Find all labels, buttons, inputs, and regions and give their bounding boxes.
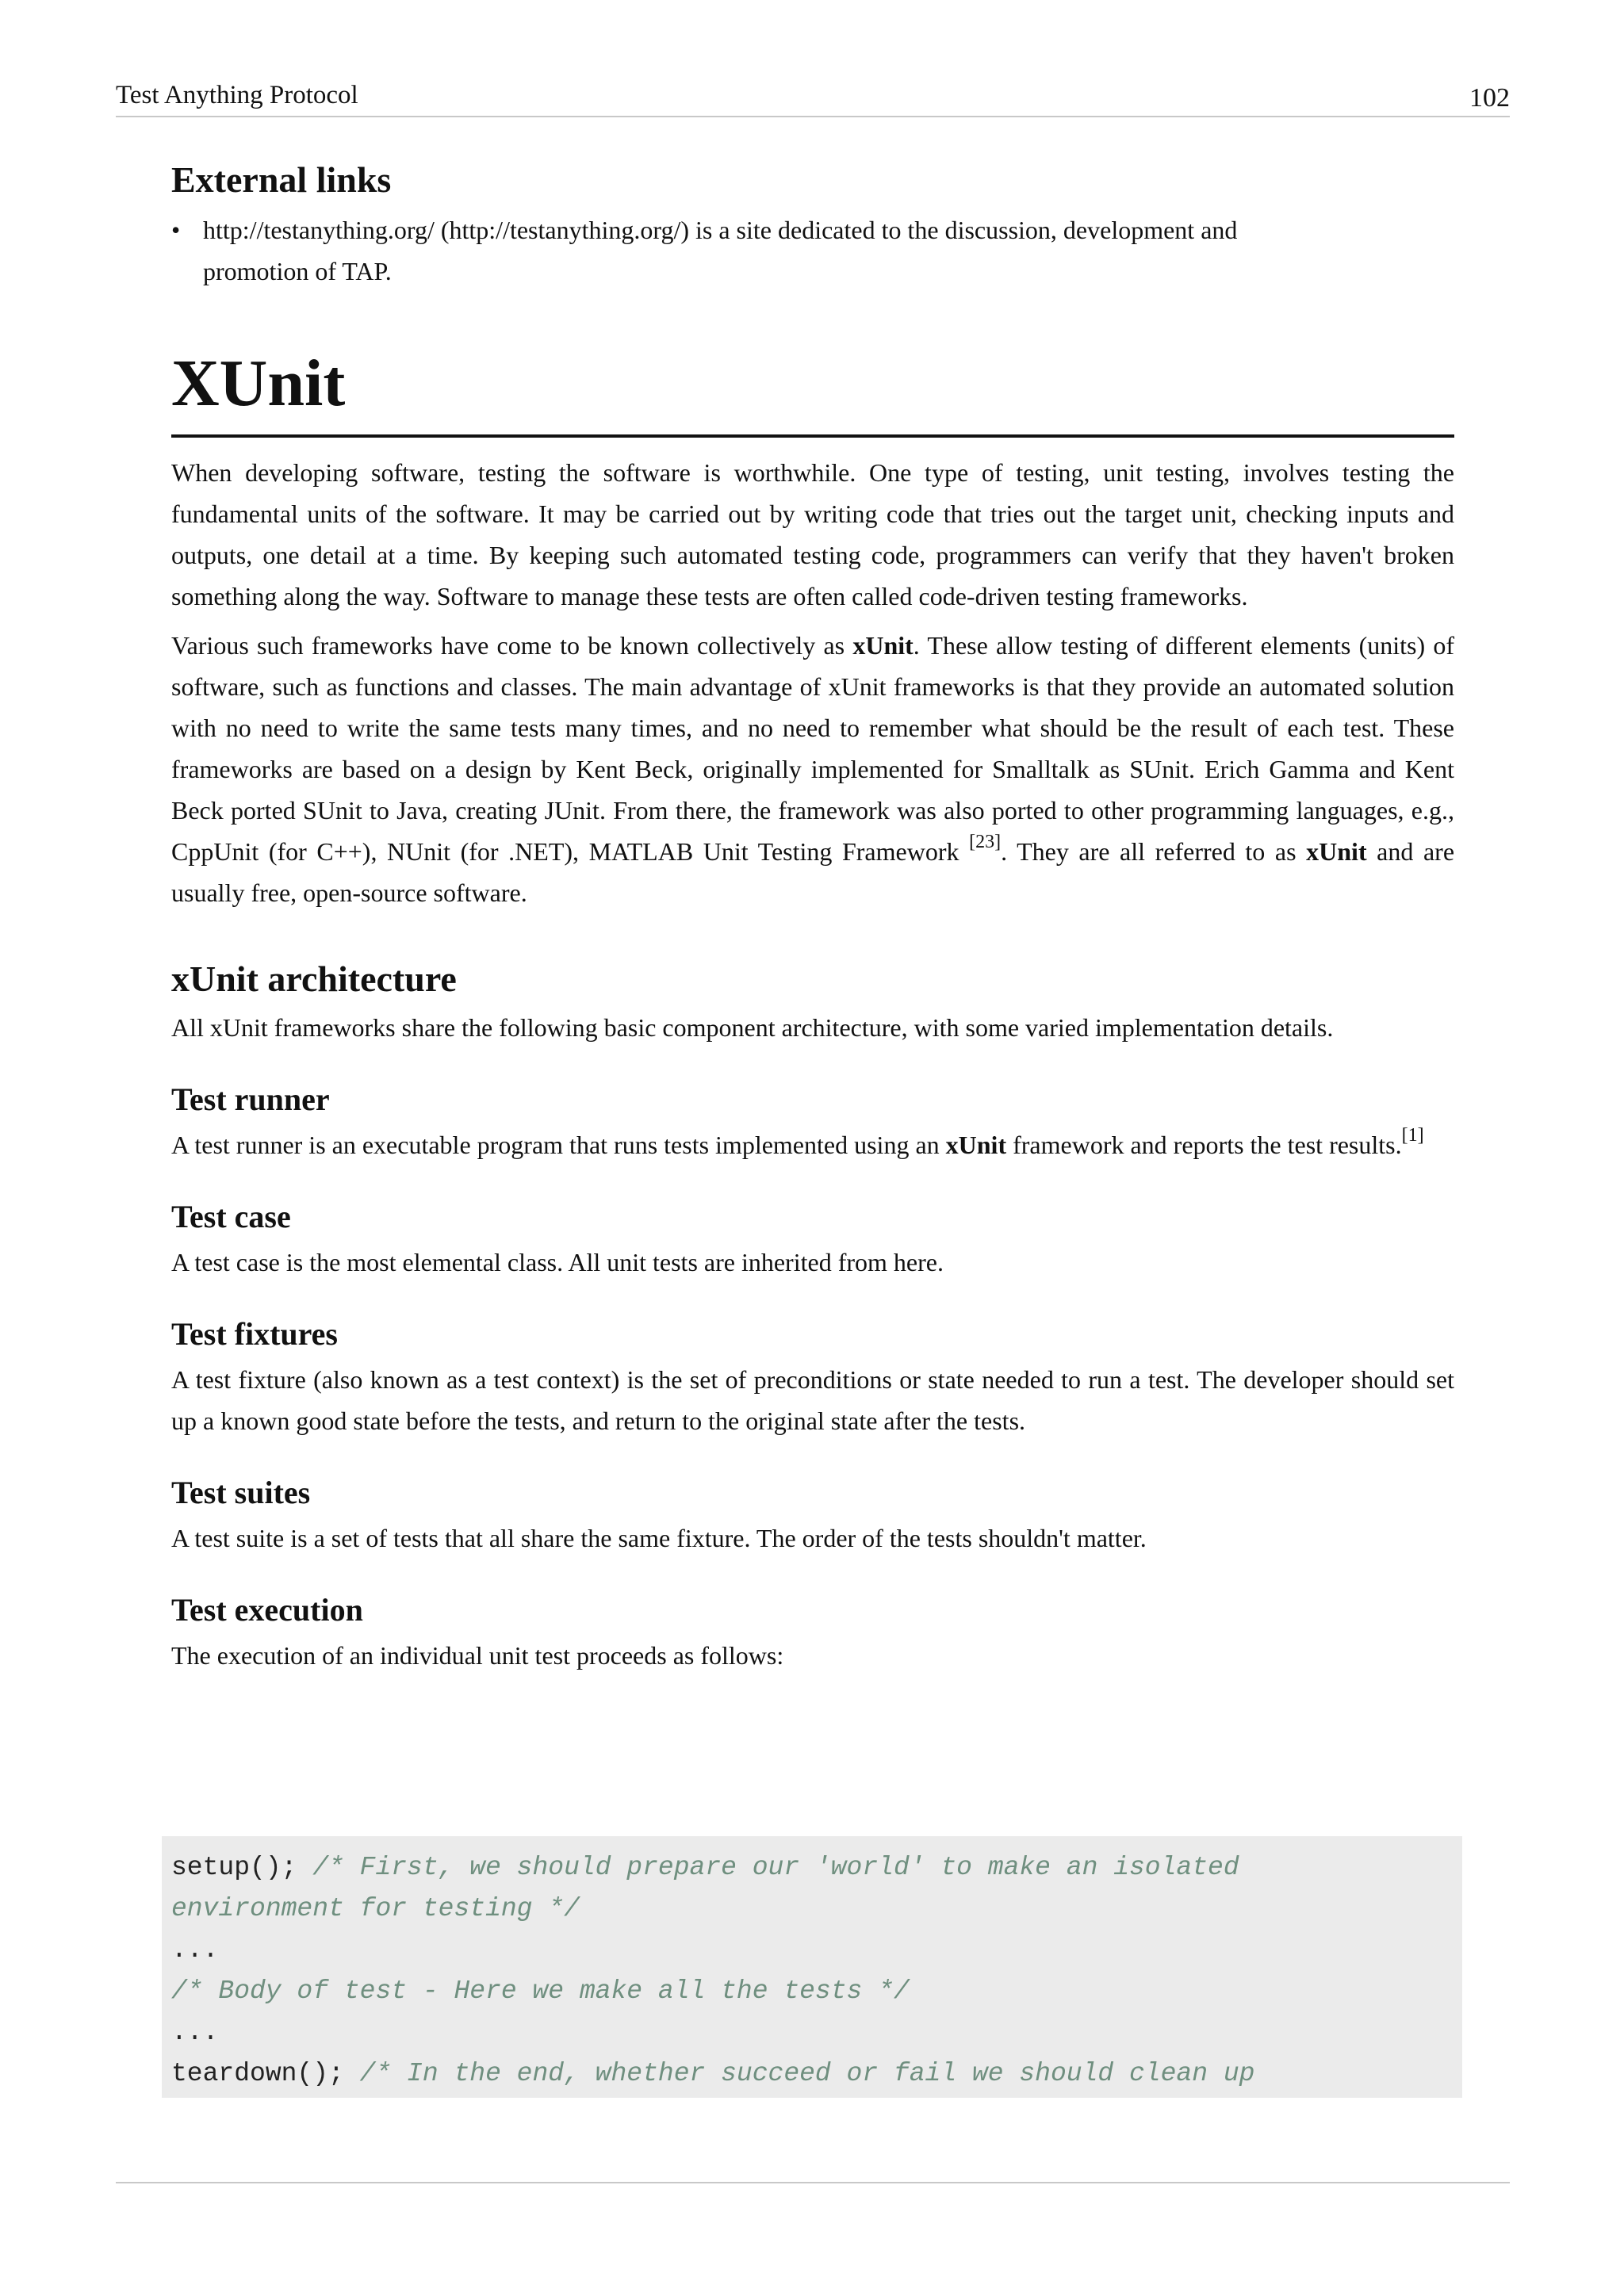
test-runner-heading: Test runner [171, 1081, 330, 1117]
architecture-intro: All xUnit frameworks share the following basic component architecture, with some varied implementation details. [171, 1013, 1334, 1042]
test-suites-heading: Test suites [171, 1475, 311, 1510]
code-comment: /* Body of test - Here we make all the tests */ [171, 1976, 910, 2006]
article-title: XUnit [171, 344, 1454, 438]
code-block [162, 1836, 1462, 2098]
test-fixtures-heading: Test fixtures [171, 1316, 338, 1352]
external-link-text-continued: promotion of TAP. [203, 257, 392, 285]
code-comment: /* In the end, whether succeed or fail we should clean up [359, 2059, 1255, 2088]
architecture-heading: xUnit architecture [171, 959, 457, 999]
frameworks-paragraph: Various such frameworks have come to be known collectively as xUnit. These allow testing of different elements (units) of software, such as functions and classes. The main advantage of xUnit frameworks is that they provide an automated solution with no need to write the same tests many times, and no need to remember what should be the result of each test. These frameworks are based on a design by Kent Beck, originally implemented for Smalltalk as SUnit. Erich Gamma and Kent Beck ported SUnit to Java, creating JUnit. From there, the framework was also ported to other programming languages, e.g., CppUnit (for C++), NUnit (for .NET), MATLAB Unit Testing Framework [23]. They are all referred to as xUnit and are usually free, open-source software. [171, 631, 1455, 907]
test-runner-text: A test runner is an executable program that runs tests implemented using an xUnit framework and reports the test results.[1] [171, 1125, 1424, 1159]
test-case-text: A test case is the most elemental class. All unit tests are inherited from here. [171, 1248, 944, 1276]
test-fixtures-text: A test fixture (also known as a test context) is the set of preconditions or state needed to run a test. The developer should set up a known good state before the tests, and return to the original state after the tests. [171, 1365, 1454, 1435]
code-line [171, 2012, 1453, 2053]
code-ellipsis: ... [171, 1935, 219, 1965]
code-statement: setup(); [171, 1853, 313, 1882]
test-case-heading: Test case [171, 1199, 291, 1234]
test-execution-text: The execution of an individual unit test proceeds as follows: [171, 1641, 784, 1670]
code-line [171, 2053, 1453, 2095]
external-links-heading: External links [171, 159, 392, 200]
xunit-term: xUnit [1306, 837, 1367, 866]
code-comment: /* First, we should prepare our 'world' to make an isolated [312, 1853, 1239, 1882]
citation-1[interactable]: [1] [1401, 1125, 1424, 1146]
page-content [171, 155, 1454, 1676]
code-comment: environment for testing */ [171, 1894, 580, 1923]
code-line [171, 1930, 1453, 1971]
test-execution-heading: Test execution [171, 1592, 363, 1628]
footer-rule [116, 2182, 1510, 2183]
code-ellipsis: ... [171, 2018, 219, 2047]
code-line [171, 1888, 1453, 1930]
external-link-text[interactable]: http://testanything.org/ (http://testanything.org/) is a site dedicated to the discussion, development and [203, 216, 1238, 244]
page-number: 102 [1469, 83, 1510, 113]
xunit-term: xUnit [852, 631, 914, 660]
code-line [171, 1971, 1453, 2012]
citation-23[interactable]: [23] [969, 832, 1002, 853]
test-suites-text: A test suite is a set of tests that all share the same fixture. The order of the tests shouldn't matter. [171, 1524, 1147, 1552]
xunit-term: xUnit [945, 1131, 1007, 1159]
running-title: Test Anything Protocol [116, 81, 358, 109]
code-line [171, 1847, 1453, 1888]
external-links-list [171, 209, 1454, 292]
code-statement: teardown(); [171, 2059, 360, 2088]
intro-paragraph: When developing software, testing the software is worthwhile. One type of testing, unit testing, involves testing the fundamental units of the software. It may be carried out by writing code that tries out the target unit, checking inputs and outputs, one detail at a time. By keeping such automated testing code, programmers can verify that they haven't broken something along the way. Software to manage these tests are often called code-driven testing frameworks. [171, 458, 1454, 610]
external-link-item [171, 209, 1454, 292]
running-header [116, 76, 1510, 117]
